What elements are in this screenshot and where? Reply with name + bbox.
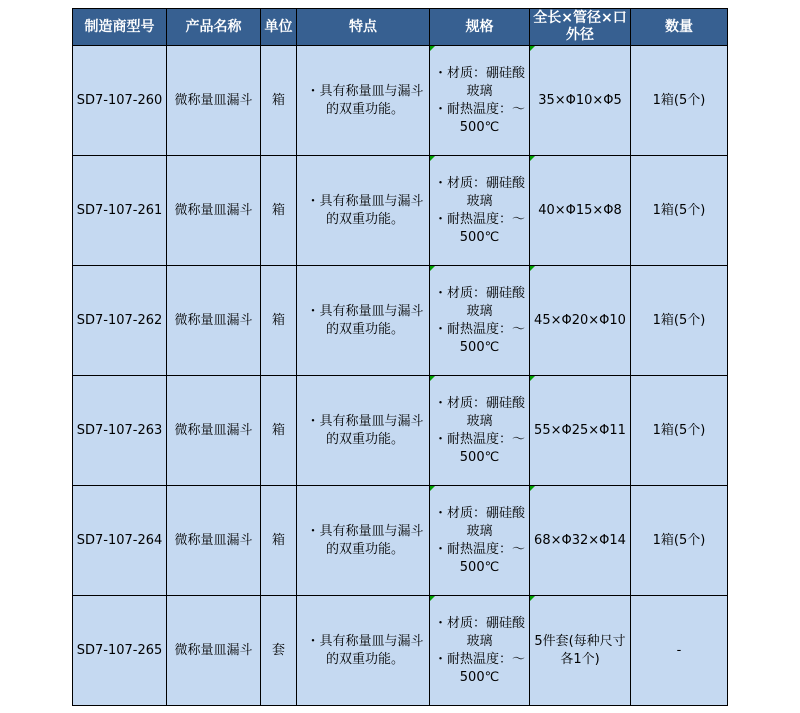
comment-marker-icon [530, 376, 535, 381]
cell-dims[interactable] [530, 46, 631, 156]
cell-qty[interactable]: 1箱(5个) [631, 46, 728, 156]
spec-text: ・材质：硼硅酸玻璃 ・耐热温度：～500℃ [433, 285, 525, 355]
table-row [73, 266, 728, 376]
dims-text: 40×Φ15×Φ8 [538, 202, 622, 218]
dims-text: 55×Φ25×Φ11 [534, 422, 626, 438]
cell-spec[interactable] [430, 596, 530, 706]
feature-text: ・具有称量皿与漏斗的双重功能。 [306, 413, 424, 447]
cell-model[interactable]: SD7-107-262 [73, 266, 167, 376]
cell-model[interactable]: SD7-107-263 [73, 376, 167, 486]
cell-unit[interactable]: 套 [261, 596, 297, 706]
comment-marker-icon [530, 46, 535, 51]
cell-spec[interactable] [430, 486, 530, 596]
header-spec: 规格 [430, 9, 530, 46]
header-feature: 特点 [297, 9, 430, 46]
cell-unit[interactable]: 箱 [261, 266, 297, 376]
comment-marker-icon [430, 596, 435, 601]
table-row [73, 486, 728, 596]
cell-dims[interactable] [530, 486, 631, 596]
cell-qty[interactable]: - [631, 596, 728, 706]
cell-name[interactable]: 微称量皿漏斗 [167, 596, 261, 706]
comment-marker-icon [430, 376, 435, 381]
comment-marker-icon [530, 266, 535, 271]
cell-feature[interactable] [297, 486, 430, 596]
table-row [73, 596, 728, 706]
cell-name[interactable]: 微称量皿漏斗 [167, 266, 261, 376]
cell-name[interactable]: 微称量皿漏斗 [167, 156, 261, 266]
dims-text: 45×Φ20×Φ10 [534, 312, 626, 328]
comment-marker-icon [530, 486, 535, 491]
comment-marker-icon [430, 156, 435, 161]
header-name: 产品名称 [167, 9, 261, 46]
cell-feature[interactable] [297, 156, 430, 266]
cell-spec[interactable] [430, 156, 530, 266]
cell-name[interactable]: 微称量皿漏斗 [167, 46, 261, 156]
header-row [73, 9, 728, 46]
spec-text: ・材质：硼硅酸玻璃 ・耐热温度：～500℃ [433, 505, 525, 575]
cell-qty[interactable]: 1箱(5个) [631, 486, 728, 596]
cell-spec[interactable] [430, 266, 530, 376]
spec-text: ・材质：硼硅酸玻璃 ・耐热温度：～500℃ [433, 395, 525, 465]
comment-marker-icon [530, 156, 535, 161]
comment-marker-icon [430, 486, 435, 491]
cell-unit[interactable]: 箱 [261, 156, 297, 266]
cell-qty[interactable]: 1箱(5个) [631, 376, 728, 486]
cell-feature[interactable] [297, 376, 430, 486]
feature-text: ・具有称量皿与漏斗的双重功能。 [306, 303, 424, 337]
cell-name[interactable]: 微称量皿漏斗 [167, 486, 261, 596]
spec-text: ・材质：硼硅酸玻璃 ・耐热温度：～500℃ [433, 175, 525, 245]
cell-feature[interactable] [297, 596, 430, 706]
dims-text: 68×Φ32×Φ14 [534, 532, 626, 548]
cell-spec[interactable] [430, 376, 530, 486]
cell-dims[interactable] [530, 596, 631, 706]
comment-marker-icon [530, 596, 535, 601]
spec-text: ・材质：硼硅酸玻璃 ・耐热温度：～500℃ [433, 65, 525, 135]
comment-marker-icon [430, 266, 435, 271]
cell-dims[interactable] [530, 266, 631, 376]
cell-model[interactable]: SD7-107-260 [73, 46, 167, 156]
cell-unit[interactable]: 箱 [261, 46, 297, 156]
cell-name[interactable]: 微称量皿漏斗 [167, 376, 261, 486]
cell-unit[interactable]: 箱 [261, 376, 297, 486]
cell-qty[interactable]: 1箱(5个) [631, 266, 728, 376]
cell-model[interactable]: SD7-107-264 [73, 486, 167, 596]
dims-text: 35×Φ10×Φ5 [538, 92, 622, 108]
cell-qty[interactable]: 1箱(5个) [631, 156, 728, 266]
cell-unit[interactable]: 箱 [261, 486, 297, 596]
header-dims: 全长×管径×口外径 [530, 9, 631, 46]
cell-feature[interactable] [297, 46, 430, 156]
table-row [73, 376, 728, 486]
feature-text: ・具有称量皿与漏斗的双重功能。 [306, 83, 424, 117]
cell-spec[interactable] [430, 46, 530, 156]
comment-marker-icon [430, 46, 435, 51]
table-row [73, 46, 728, 156]
table-row [73, 156, 728, 266]
feature-text: ・具有称量皿与漏斗的双重功能。 [306, 193, 424, 227]
cell-model[interactable]: SD7-107-261 [73, 156, 167, 266]
product-spec-table [72, 8, 728, 706]
feature-text: ・具有称量皿与漏斗的双重功能。 [306, 633, 424, 667]
cell-model[interactable]: SD7-107-265 [73, 596, 167, 706]
header-unit: 单位 [261, 9, 297, 46]
dims-text: 5件套(每种尺寸各1个) [534, 633, 626, 667]
cell-feature[interactable] [297, 266, 430, 376]
header-qty: 数量 [631, 9, 728, 46]
cell-dims[interactable] [530, 376, 631, 486]
cell-dims[interactable] [530, 156, 631, 266]
header-model: 制造商型号 [73, 9, 167, 46]
feature-text: ・具有称量皿与漏斗的双重功能。 [306, 523, 424, 557]
spec-text: ・材质：硼硅酸玻璃 ・耐热温度：～500℃ [433, 615, 525, 685]
